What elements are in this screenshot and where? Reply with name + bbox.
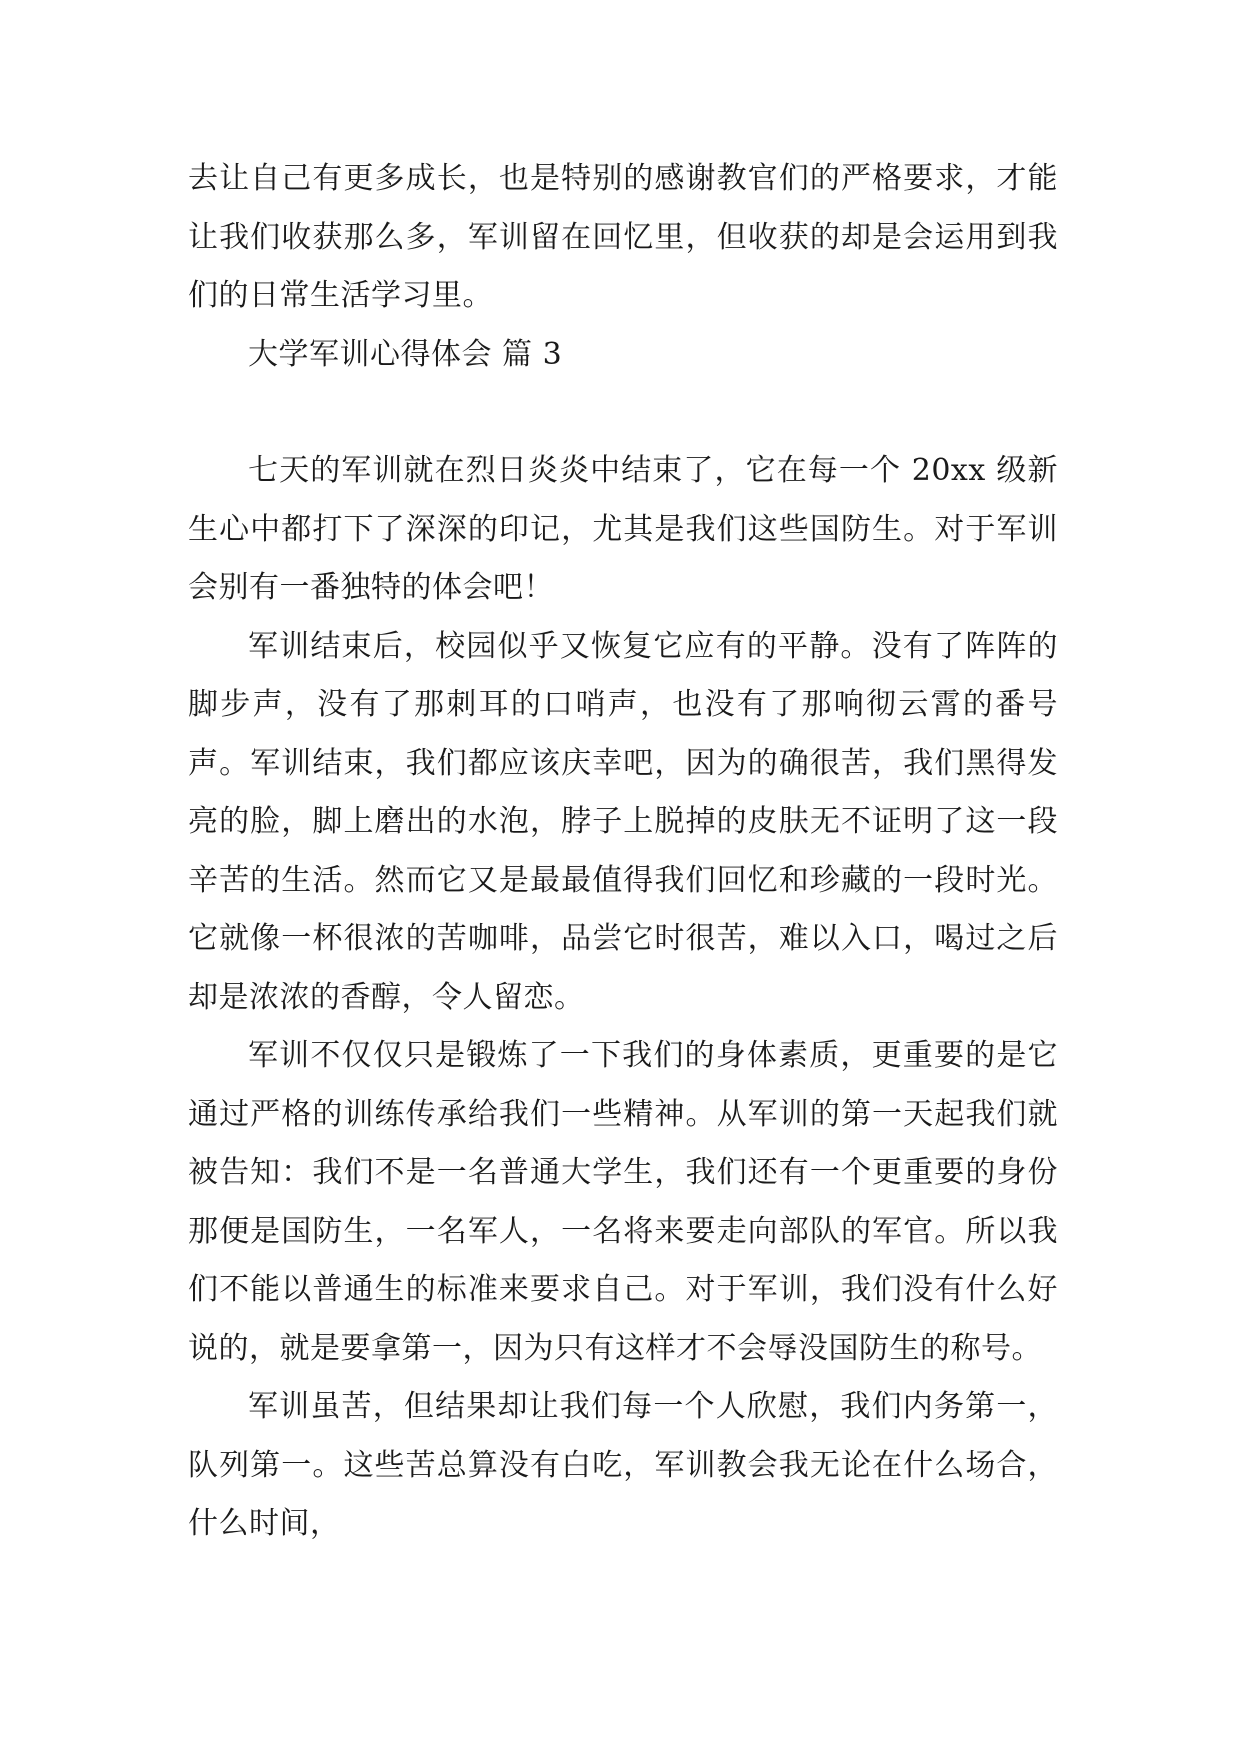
section-heading: 大学军训心得体会 篇 3 bbox=[248, 336, 563, 372]
body-paragraph-2: 军训结束后，校园似乎又恢复它应有的平静。没有了阵阵的脚步声，没有了那刺耳的口哨声，也没有了那响彻云霄的番号声。军训结束，我们都应该庆幸吧，因为的确很苦，我们黑得发亮的脸，脚上磨出的水泡，脖子上脱掉的皮肤无不证明了这一段辛苦的生活。然而它又是最最值得我们回忆和珍藏的一段时光。它就像一杯很浓的苦咖啡，品尝它时很苦，难以入口，喝过之后却是浓浓的香醇，令人留恋。 bbox=[188, 628, 1058, 1015]
body-paragraph-3: 军训不仅仅只是锻炼了一下我们的身体素质，更重要的是它通过严格的训练传承给我们一些精神。从军训的第一天起我们就被告知：我们不是一名普通大学生，我们还有一个更重要的身份那便是国防生，一名军人，一名将来要走向部队的军官。所以我们不能以普通生的标准来要求自己。对于军训，我们没有什么好说的，就是要拿第一，因为只有这样才不会辱没国防生的称号。 bbox=[188, 1038, 1058, 1366]
body-paragraph-1: 七天的军训就在烈日炎炎中结束了，它在每一个 20xx 级新生心中都打下了深深的印记，尤其是我们这些国防生。对于军训会别有一番独特的体会吧！ bbox=[188, 453, 1058, 605]
body-paragraph-4: 军训虽苦，但结果却让我们每一个人欣慰，我们内务第一，队列第一。这些苦总算没有白吃，军训教会我无论在什么场合，什么时间， bbox=[188, 1389, 1058, 1541]
continuation-paragraph: 去让自己有更多成长，也是特别的感谢教官们的严格要求，才能让我们收获那么多，军训留在回忆里，但收获的却是会运用到我们的日常生活学习里。 bbox=[188, 161, 1058, 313]
document-body bbox=[188, 150, 1058, 1554]
section-spacer bbox=[188, 384, 1058, 442]
